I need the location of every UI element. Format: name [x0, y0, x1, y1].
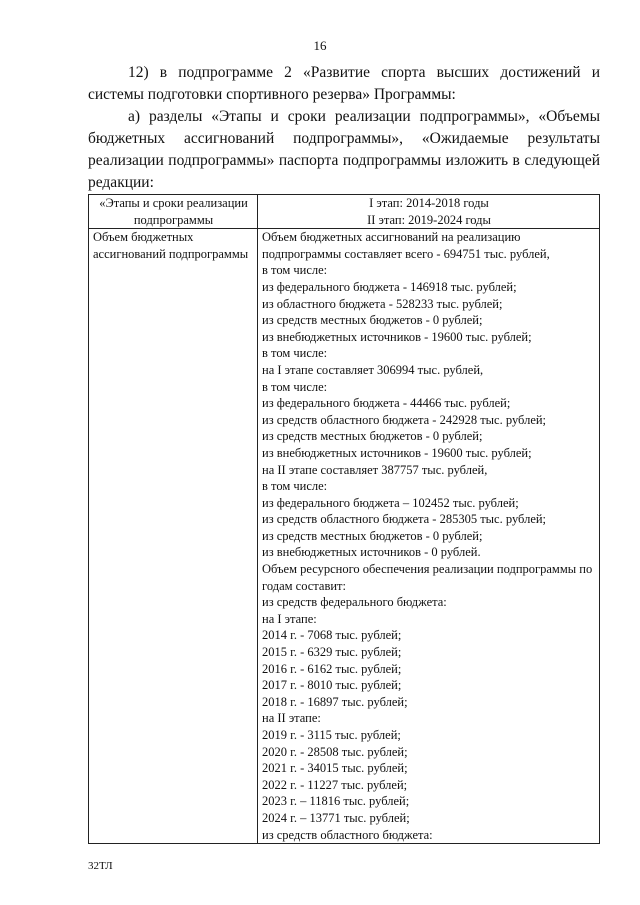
budget-line: из областного бюджета - 528233 тыс. рублей;: [262, 296, 503, 311]
budget-line: из средств областного бюджета:: [262, 827, 433, 842]
header-right-cell: [258, 195, 600, 229]
budget-line: 2021 г. - 34015 тыс. рублей;: [262, 761, 408, 776]
budget-line: в том числе:: [262, 379, 328, 394]
budget-line: из средств местных бюджетов - 0 рублей;: [262, 313, 483, 328]
row-content-cell: [258, 229, 600, 844]
budget-line: на I этапе:: [262, 611, 317, 626]
budget-line: из федерального бюджета - 146918 тыс. рублей;: [262, 279, 517, 294]
table-row: [89, 229, 600, 844]
budget-line: из внебюджетных источников - 0 рублей.: [262, 545, 481, 560]
budget-line: в том числе:: [262, 263, 328, 278]
budget-line: 2015 г. - 6329 тыс. рублей;: [262, 645, 402, 660]
header-left-text: «Этапы и сроки реализации подпрограммы: [99, 196, 248, 227]
budget-line: на II этапе составляет 387757 тыс. рублей,: [262, 462, 488, 477]
budget-line: 2022 г. - 11227 тыс. рублей;: [262, 777, 408, 792]
budget-line: 2016 г. - 6162 тыс. рублей;: [262, 661, 402, 676]
intro-text: [88, 62, 600, 194]
budget-line: на I этапе составляет 306994 тыс. рублей,: [262, 362, 484, 377]
stage-1-label: I этап: 2014-2018 годы: [369, 196, 489, 210]
budget-line: из средств местных бюджетов - 0 рублей;: [262, 528, 483, 543]
budget-line: в том числе:: [262, 346, 328, 361]
row-label-cell: [89, 229, 258, 844]
budget-line: из внебюджетных источников - 19600 тыс. рублей;: [262, 329, 532, 344]
budget-line: из федерального бюджета - 44466 тыс. рублей;: [262, 396, 511, 411]
intro-paragraph-1: 12) в подпрограмме 2 «Развитие спорта высших достижений и системы подготовки спортивного резерва» Программы:: [88, 64, 600, 103]
intro-paragraph-2: а) разделы «Этапы и сроки реализации подпрограммы», «Объемы бюджетных ассигнований подпрограммы», «Ожидаемые результаты реализации подпрограммы» паспорта подпрограммы изложить в следующей редакции:: [88, 108, 600, 191]
budget-line: 2018 г. - 16897 тыс. рублей;: [262, 694, 408, 709]
budget-line: из средств областного бюджета - 242928 тыс. рублей;: [262, 412, 547, 427]
budget-line: из средств федерального бюджета:: [262, 595, 447, 610]
passport-table: [88, 194, 600, 844]
table-header-row: [89, 195, 600, 229]
budget-line: из федерального бюджета – 102452 тыс. рублей;: [262, 495, 519, 510]
budget-line: 2017 г. - 8010 тыс. рублей;: [262, 678, 402, 693]
budget-line: 2020 г. - 28508 тыс. рублей;: [262, 744, 408, 759]
budget-line: 2019 г. - 3115 тыс. рублей;: [262, 728, 401, 742]
budget-line: Объем бюджетных ассигнований на реализацию подпрограммы составляет всего - 694751 тыс. рублей,: [262, 230, 550, 261]
budget-line: 2023 г. – 11816 тыс. рублей;: [262, 794, 410, 809]
budget-line: из внебюджетных источников - 19600 тыс. рублей;: [262, 445, 532, 460]
budget-line: из средств местных бюджетов - 0 рублей;: [262, 429, 483, 444]
row-label: Объем бюджетных ассигнований подпрограммы: [93, 230, 249, 261]
budget-line: в том числе:: [262, 479, 328, 494]
budget-line: 2024 г. – 13771 тыс. рублей;: [262, 810, 410, 825]
budget-line: Объем ресурсного обеспечения реализации подпрограммы по годам составит:: [262, 562, 593, 593]
budget-line: из средств областного бюджета - 285305 тыс. рублей;: [262, 512, 547, 527]
budget-line: на II этапе:: [262, 711, 321, 726]
document-code: 32ТЛ: [88, 860, 113, 872]
page-number: 16: [313, 38, 327, 53]
budget-line: 2014 г. - 7068 тыс. рублей;: [262, 628, 402, 643]
stage-2-label: II этап: 2019-2024 годы: [367, 212, 491, 227]
header-left-cell: [89, 195, 258, 229]
